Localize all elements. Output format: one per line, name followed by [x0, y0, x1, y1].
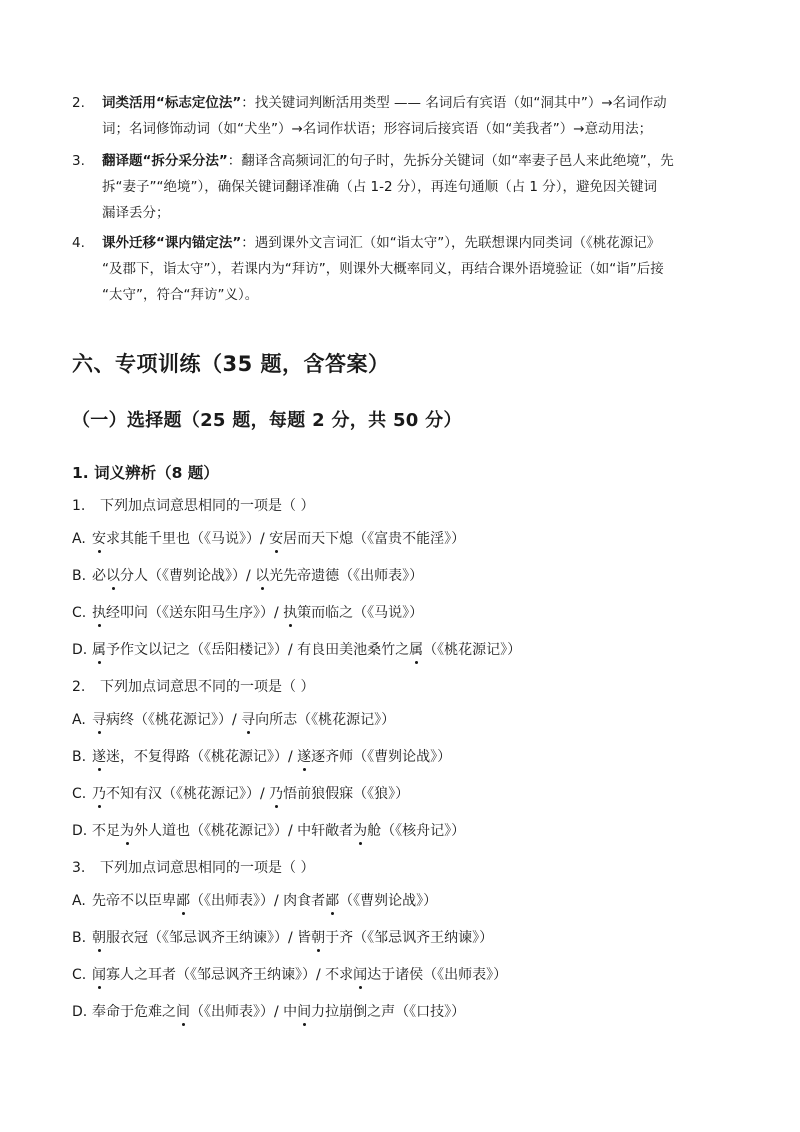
option-a	[72, 891, 437, 911]
tip-number: 3.	[72, 153, 85, 169]
option-b	[72, 928, 493, 948]
option-c	[72, 965, 507, 985]
option-text: 居而天下熄（《富贵不能淫》）	[283, 531, 466, 547]
dotted-word: 闻	[353, 967, 368, 983]
question-text: 下列加点词意思相同的一项是（ ）	[100, 498, 315, 514]
option-label: C.	[72, 605, 87, 621]
option-label: B.	[72, 930, 87, 946]
option-b	[72, 747, 451, 767]
question-number: 2.	[72, 679, 86, 695]
option-text: 不知有汉（《桃花源记》）/	[106, 786, 270, 802]
option-text: 分人（《曹刿论战》）/	[120, 568, 256, 584]
option-label: B.	[72, 749, 87, 765]
dotted-word: 遂	[297, 749, 312, 765]
option-text: 策而临之（《马说》）	[297, 605, 424, 621]
option-label: C.	[72, 967, 87, 983]
tip-text: 拆“妻子”“绝境”），确保关键词翻译准确（占 1-2 分），再连句通顺（占 1 分），避免因关键词	[102, 179, 658, 195]
option-text: 经叩问（《送东阳马生序》）/	[106, 605, 284, 621]
dotted-word: 为	[353, 823, 368, 839]
option-label: D.	[72, 1004, 88, 1020]
dotted-word: 鄙	[176, 893, 190, 909]
option-text: 达于诸侯（《出师表》）	[367, 967, 508, 983]
tip-text: ：找关键词判断活用类型 —— 名词后有宾语（如“洞其中”）→名词作动	[241, 95, 667, 111]
option-text: 寡人之耳者（《邹忌讽齐王纳谏》）/ 不求	[106, 967, 354, 983]
tip-text: 词；名词修饰动词（如“犬坐”）→名词作状语；形容词后接宾语（如“美我者”）→意动用法；	[102, 121, 653, 137]
option-text: 求其能千里也（《马说》）/	[106, 531, 270, 547]
dotted-word: 为	[120, 823, 134, 839]
tip-title: 翻译题“拆分采分法”	[102, 153, 228, 169]
dotted-word: 安	[92, 531, 106, 547]
option-text: 先帝不以臣卑	[92, 893, 176, 909]
option-d	[72, 821, 465, 841]
option-label: A.	[72, 531, 86, 547]
option-text: 必	[92, 568, 106, 584]
tip-title: 词类活用“标志定位法”	[102, 95, 242, 111]
dotted-word: 寻	[92, 712, 106, 728]
question-number: 3.	[72, 860, 86, 876]
option-text: 病终（《桃花源记》）/	[106, 712, 242, 728]
option-label: A.	[72, 712, 86, 728]
dotted-word: 执	[92, 605, 106, 621]
option-label: B.	[72, 568, 87, 584]
tip-text: ：遇到课外文言词汇（如“诣太守”），先联想课内同类词（《桃花源记》	[241, 235, 661, 251]
option-label: C.	[72, 786, 87, 802]
option-text: （《桃花源记》）	[423, 642, 522, 658]
option-label: A.	[72, 893, 86, 909]
option-text: 服衣冠（《邹忌讽齐王纳谏》）/ 皆	[106, 930, 312, 946]
dotted-word: 乃	[92, 786, 106, 802]
dotted-word: 闻	[92, 967, 106, 983]
dotted-word: 遂	[92, 749, 106, 765]
subsection-title: （一）选择题（25 题，每题 2 分，共 50 分）	[72, 410, 462, 431]
option-text: （《出师表》）/ 中	[190, 1004, 298, 1020]
dotted-word: 以	[106, 568, 120, 584]
option-text: 力拉崩倒之声（《口技》）	[311, 1004, 466, 1020]
question-number: 1.	[72, 498, 86, 514]
tip-item-2	[72, 90, 732, 142]
tip-title: 课外迁移“课内锚定法”	[102, 235, 242, 251]
option-text: 逐齐师（《曹刿论战》）	[311, 749, 452, 765]
option-text: 外人道也（《桃花源记》）/ 中轩敞者	[134, 823, 354, 839]
dotted-word: 鄙	[325, 893, 340, 909]
dotted-word: 执	[283, 605, 298, 621]
question-text: 下列加点词意思不同的一项是（ ）	[100, 679, 315, 695]
option-text: 舱（《核舟记》）	[367, 823, 466, 839]
question-stem	[72, 677, 314, 697]
tip-number: 2.	[72, 95, 85, 111]
dotted-word: 属	[92, 642, 106, 658]
option-text: 不足	[92, 823, 120, 839]
question-stem	[72, 858, 314, 878]
question-stem	[72, 496, 314, 516]
option-text: 悟前狼假寐（《狼》）	[283, 786, 410, 802]
dotted-word: 乃	[269, 786, 284, 802]
category-title: 1. 词义辨析（8 题）	[72, 464, 219, 482]
option-text: （《曹刿论战》）	[339, 893, 438, 909]
dotted-word: 安	[269, 531, 284, 547]
tip-body	[102, 230, 732, 308]
tip-body	[102, 90, 732, 142]
option-text: 光先帝遗德（《出师表》）	[269, 568, 424, 584]
tip-text: “及郡下，诣太守”），若课内为“拜访”，则课外大概率同义，再结合课外语境验证（如“诣”后接	[102, 261, 664, 277]
dotted-word: 以	[255, 568, 270, 584]
option-c	[72, 603, 423, 623]
section-title: 六、专项训练（35 题，含答案）	[72, 352, 390, 376]
option-c	[72, 784, 409, 804]
tip-item-3	[72, 148, 732, 226]
option-text: 奉命于危难之	[92, 1004, 176, 1020]
option-text: 迷，不复得路（《桃花源记》）/	[106, 749, 298, 765]
tip-text: ：翻译含高频词汇的句子时，先拆分关键词（如“率妻子邑人来此绝境”，先	[227, 153, 674, 169]
dotted-word: 间	[297, 1004, 312, 1020]
dotted-word: 间	[176, 1004, 190, 1020]
tip-body	[102, 148, 732, 226]
dotted-word: 寻	[241, 712, 256, 728]
tip-text: 漏译丢分；	[102, 205, 170, 221]
option-d	[72, 640, 521, 660]
dotted-word: 朝	[92, 930, 106, 946]
option-b	[72, 566, 423, 586]
question-text: 下列加点词意思相同的一项是（ ）	[100, 860, 315, 876]
option-label: D.	[72, 642, 88, 658]
dotted-word: 属	[409, 642, 424, 658]
option-text: 予作文以记之（《岳阳楼记》）/ 有良田美池桑竹之	[106, 642, 410, 658]
option-text: 于齐（《邹忌讽齐王纳谏》）	[325, 930, 494, 946]
option-a	[72, 710, 395, 730]
tip-number: 4.	[72, 235, 85, 251]
option-label: D.	[72, 823, 88, 839]
tip-item-4	[72, 230, 732, 308]
option-text: （《出师表》）/ 肉食者	[190, 893, 326, 909]
option-d	[72, 1002, 465, 1022]
dotted-word: 朝	[311, 930, 326, 946]
option-a	[72, 529, 465, 549]
option-text: 向所志（《桃花源记》）	[255, 712, 396, 728]
tip-text: “太守”，符合“拜访”义）。	[102, 287, 259, 303]
